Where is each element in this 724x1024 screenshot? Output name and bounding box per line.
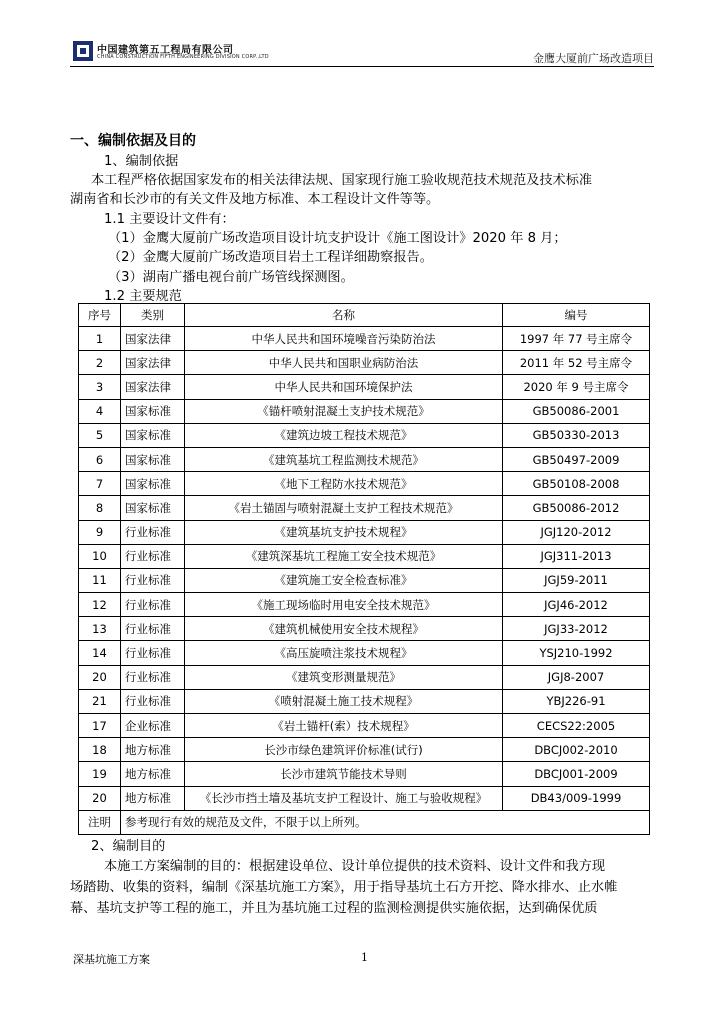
row-name-cell: 《高压旋喷注浆技术规程》 <box>185 641 503 665</box>
row-name-cell: 《喷射混凝土施工技术规程》 <box>185 689 503 713</box>
table-header-row <box>79 304 650 327</box>
note-label: 注明 <box>79 810 121 834</box>
row-name-cell: 中华人民共和国环境保护法 <box>185 375 503 399</box>
project-title: 金鹰大厦前广场改造项目 <box>533 52 654 65</box>
header-cell-index: 序号 <box>79 304 121 327</box>
design-file-item: （2）金鹰大厦前广场改造项目岩土工程详细勘察报告。 <box>108 250 433 265</box>
row-name-cell: 《施工现场临时用电安全技术规范》 <box>185 593 503 617</box>
table-row <box>79 689 650 713</box>
header-cell-category: 类别 <box>121 304 185 327</box>
row-category-cell: 国家标准 <box>121 447 185 471</box>
company-logo <box>73 41 269 63</box>
row-name-cell: 《岩土锚杆(索）技术规程》 <box>185 714 503 738</box>
paragraph-line: 本施工方案编制的目的：根据建设单位、设计单位提供的技术资料、设计文件和我方现 <box>104 859 606 874</box>
row-category-cell: 国家标准 <box>121 423 185 447</box>
row-index-cell: 20 <box>79 665 121 689</box>
row-index-cell: 4 <box>79 399 121 423</box>
row-code-cell: DBCJ002-2010 <box>503 738 650 762</box>
norms-table <box>78 303 650 835</box>
paragraph-line: 幕、基坑支护等工程的施工，并且为基坑施工过程的监测检测提供实施依据，达到确保优质 <box>70 901 598 916</box>
header-divider <box>70 66 654 67</box>
row-category-cell: 行业标准 <box>121 641 185 665</box>
row-code-cell: 2011 年 52 号主席令 <box>503 351 650 375</box>
row-code-cell: 1997 年 77 号主席令 <box>503 327 650 351</box>
row-index-cell: 10 <box>79 544 121 568</box>
section-heading: 一、编制依据及目的 <box>70 133 196 149</box>
row-code-cell: JGJ59-2011 <box>503 568 650 592</box>
row-category-cell: 国家法律 <box>121 351 185 375</box>
row-index-cell: 5 <box>79 423 121 447</box>
row-code-cell: YBJ226-91 <box>503 689 650 713</box>
table-note-row <box>79 810 650 834</box>
row-name-cell: 中华人民共和国职业病防治法 <box>185 351 503 375</box>
row-name-cell: 《建筑机械使用安全技术规程》 <box>185 617 503 641</box>
page-number: 1 <box>361 951 368 964</box>
design-file-item: （1）金鹰大厦前广场改造项目设计坑支护设计《施工图设计》2020 年 8 月； <box>108 231 567 246</box>
row-code-cell: GB50086-2012 <box>503 496 650 520</box>
row-code-cell: GB50086-2001 <box>503 399 650 423</box>
table-row <box>79 593 650 617</box>
row-index-cell: 7 <box>79 472 121 496</box>
table-row <box>79 714 650 738</box>
row-index-cell: 2 <box>79 351 121 375</box>
row-name-cell: 《锚杆喷射混凝土支护技术规范》 <box>185 399 503 423</box>
row-code-cell: 2020 年 9 号主席令 <box>503 375 650 399</box>
row-category-cell: 地方标准 <box>121 738 185 762</box>
row-category-cell: 行业标准 <box>121 520 185 544</box>
row-index-cell: 18 <box>79 738 121 762</box>
subheading-purpose: 2、编制目的 <box>91 839 166 854</box>
company-name-cn: 中国建筑第五工程局有限公司 <box>97 45 234 56</box>
table-row <box>79 327 650 351</box>
table-row <box>79 641 650 665</box>
footer-doc-name: 深基坑施工方案 <box>73 953 150 966</box>
table-row <box>79 472 650 496</box>
row-code-cell: YSJ210-1992 <box>503 641 650 665</box>
table-row <box>79 520 650 544</box>
row-index-cell: 14 <box>79 641 121 665</box>
row-name-cell: 《长沙市挡土墙及基坑支护工程设计、施工与验收规程》 <box>185 786 503 810</box>
row-index-cell: 9 <box>79 520 121 544</box>
row-name-cell: 《地下工程防水技术规范》 <box>185 472 503 496</box>
row-category-cell: 企业标准 <box>121 714 185 738</box>
row-code-cell: JGJ46-2012 <box>503 593 650 617</box>
row-name-cell: 《建筑深基坑工程施工安全技术规范》 <box>185 544 503 568</box>
row-name-cell: 《建筑基坑支护技术规程》 <box>185 520 503 544</box>
paragraph-line: 场踏勘、收集的资料，编制《深基坑施工方案》，用于指导基坑土石方开挖、降水排水、止水帷 <box>70 880 618 895</box>
row-category-cell: 地方标准 <box>121 786 185 810</box>
row-name-cell: 长沙市绿色建筑评价标准(试行) <box>185 738 503 762</box>
row-name-cell: 中华人民共和国环境噪音污染防治法 <box>185 327 503 351</box>
row-index-cell: 11 <box>79 568 121 592</box>
row-code-cell: DBCJ001-2009 <box>503 762 650 786</box>
row-name-cell: 《岩土锚固与喷射混凝土支护工程技术规范》 <box>185 496 503 520</box>
row-category-cell: 国家法律 <box>121 375 185 399</box>
company-name-en: CHINA CONSTRUCTION FIFTH ENGINEERING DIVISION CORP.,LTD <box>97 54 269 60</box>
row-category-cell: 行业标准 <box>121 665 185 689</box>
row-category-cell: 国家标准 <box>121 472 185 496</box>
row-category-cell: 行业标准 <box>121 568 185 592</box>
paragraph-line: 湖南省和长沙市的有关文件及地方标准、本工程设计文件等等。 <box>70 192 440 207</box>
row-code-cell: JGJ8-2007 <box>503 665 650 689</box>
row-category-cell: 国家法律 <box>121 327 185 351</box>
table-row <box>79 447 650 471</box>
row-index-cell: 13 <box>79 617 121 641</box>
row-index-cell: 3 <box>79 375 121 399</box>
row-index-cell: 21 <box>79 689 121 713</box>
row-category-cell: 国家标准 <box>121 496 185 520</box>
table-row <box>79 786 650 810</box>
row-index-cell: 17 <box>79 714 121 738</box>
table-row <box>79 496 650 520</box>
row-name-cell: 长沙市建筑节能技术导则 <box>185 762 503 786</box>
table-row <box>79 617 650 641</box>
row-index-cell: 19 <box>79 762 121 786</box>
row-index-cell: 12 <box>79 593 121 617</box>
row-code-cell: GB50108-2008 <box>503 472 650 496</box>
table-row <box>79 762 650 786</box>
subheading-basis: 1、编制依据 <box>104 154 179 169</box>
row-index-cell: 6 <box>79 447 121 471</box>
table-row <box>79 665 650 689</box>
row-category-cell: 行业标准 <box>121 617 185 641</box>
table-row <box>79 423 650 447</box>
row-category-cell: 地方标准 <box>121 762 185 786</box>
row-code-cell: JGJ120-2012 <box>503 520 650 544</box>
table-row <box>79 568 650 592</box>
row-code-cell: JGJ33-2012 <box>503 617 650 641</box>
row-name-cell: 《建筑边坡工程技术规范》 <box>185 423 503 447</box>
logo-icon <box>73 41 93 61</box>
row-name-cell: 《建筑变形测量规范》 <box>185 665 503 689</box>
table-row <box>79 375 650 399</box>
row-code-cell: CECS22:2005 <box>503 714 650 738</box>
row-name-cell: 《建筑施工安全检查标准》 <box>185 568 503 592</box>
row-index-cell: 20 <box>79 786 121 810</box>
subheading-norms: 1.2 主要规范 <box>104 289 182 304</box>
row-code-cell: GB50497-2009 <box>503 447 650 471</box>
row-category-cell: 行业标准 <box>121 544 185 568</box>
header-cell-code: 编号 <box>503 304 650 327</box>
row-code-cell: DB43/009-1999 <box>503 786 650 810</box>
table-row <box>79 399 650 423</box>
row-name-cell: 《建筑基坑工程监测技术规范》 <box>185 447 503 471</box>
table-row <box>79 351 650 375</box>
row-category-cell: 行业标准 <box>121 689 185 713</box>
row-index-cell: 8 <box>79 496 121 520</box>
row-code-cell: GB50330-2013 <box>503 423 650 447</box>
header-cell-name: 名称 <box>185 304 503 327</box>
row-index-cell: 1 <box>79 327 121 351</box>
note-text: 参考现行有效的规范及文件，不限于以上所列。 <box>121 810 650 834</box>
row-category-cell: 行业标准 <box>121 593 185 617</box>
design-file-item: （3）湖南广播电视台前广场管线探测图。 <box>108 270 354 285</box>
table-row <box>79 544 650 568</box>
row-code-cell: JGJ311-2013 <box>503 544 650 568</box>
table-row <box>79 738 650 762</box>
paragraph-line: 本工程严格依据国家发布的相关法律法规、国家现行施工验收规范技术规范及技术标准 <box>91 173 593 188</box>
subheading-design-files: 1.1 主要设计文件有： <box>104 212 235 227</box>
row-category-cell: 国家标准 <box>121 399 185 423</box>
